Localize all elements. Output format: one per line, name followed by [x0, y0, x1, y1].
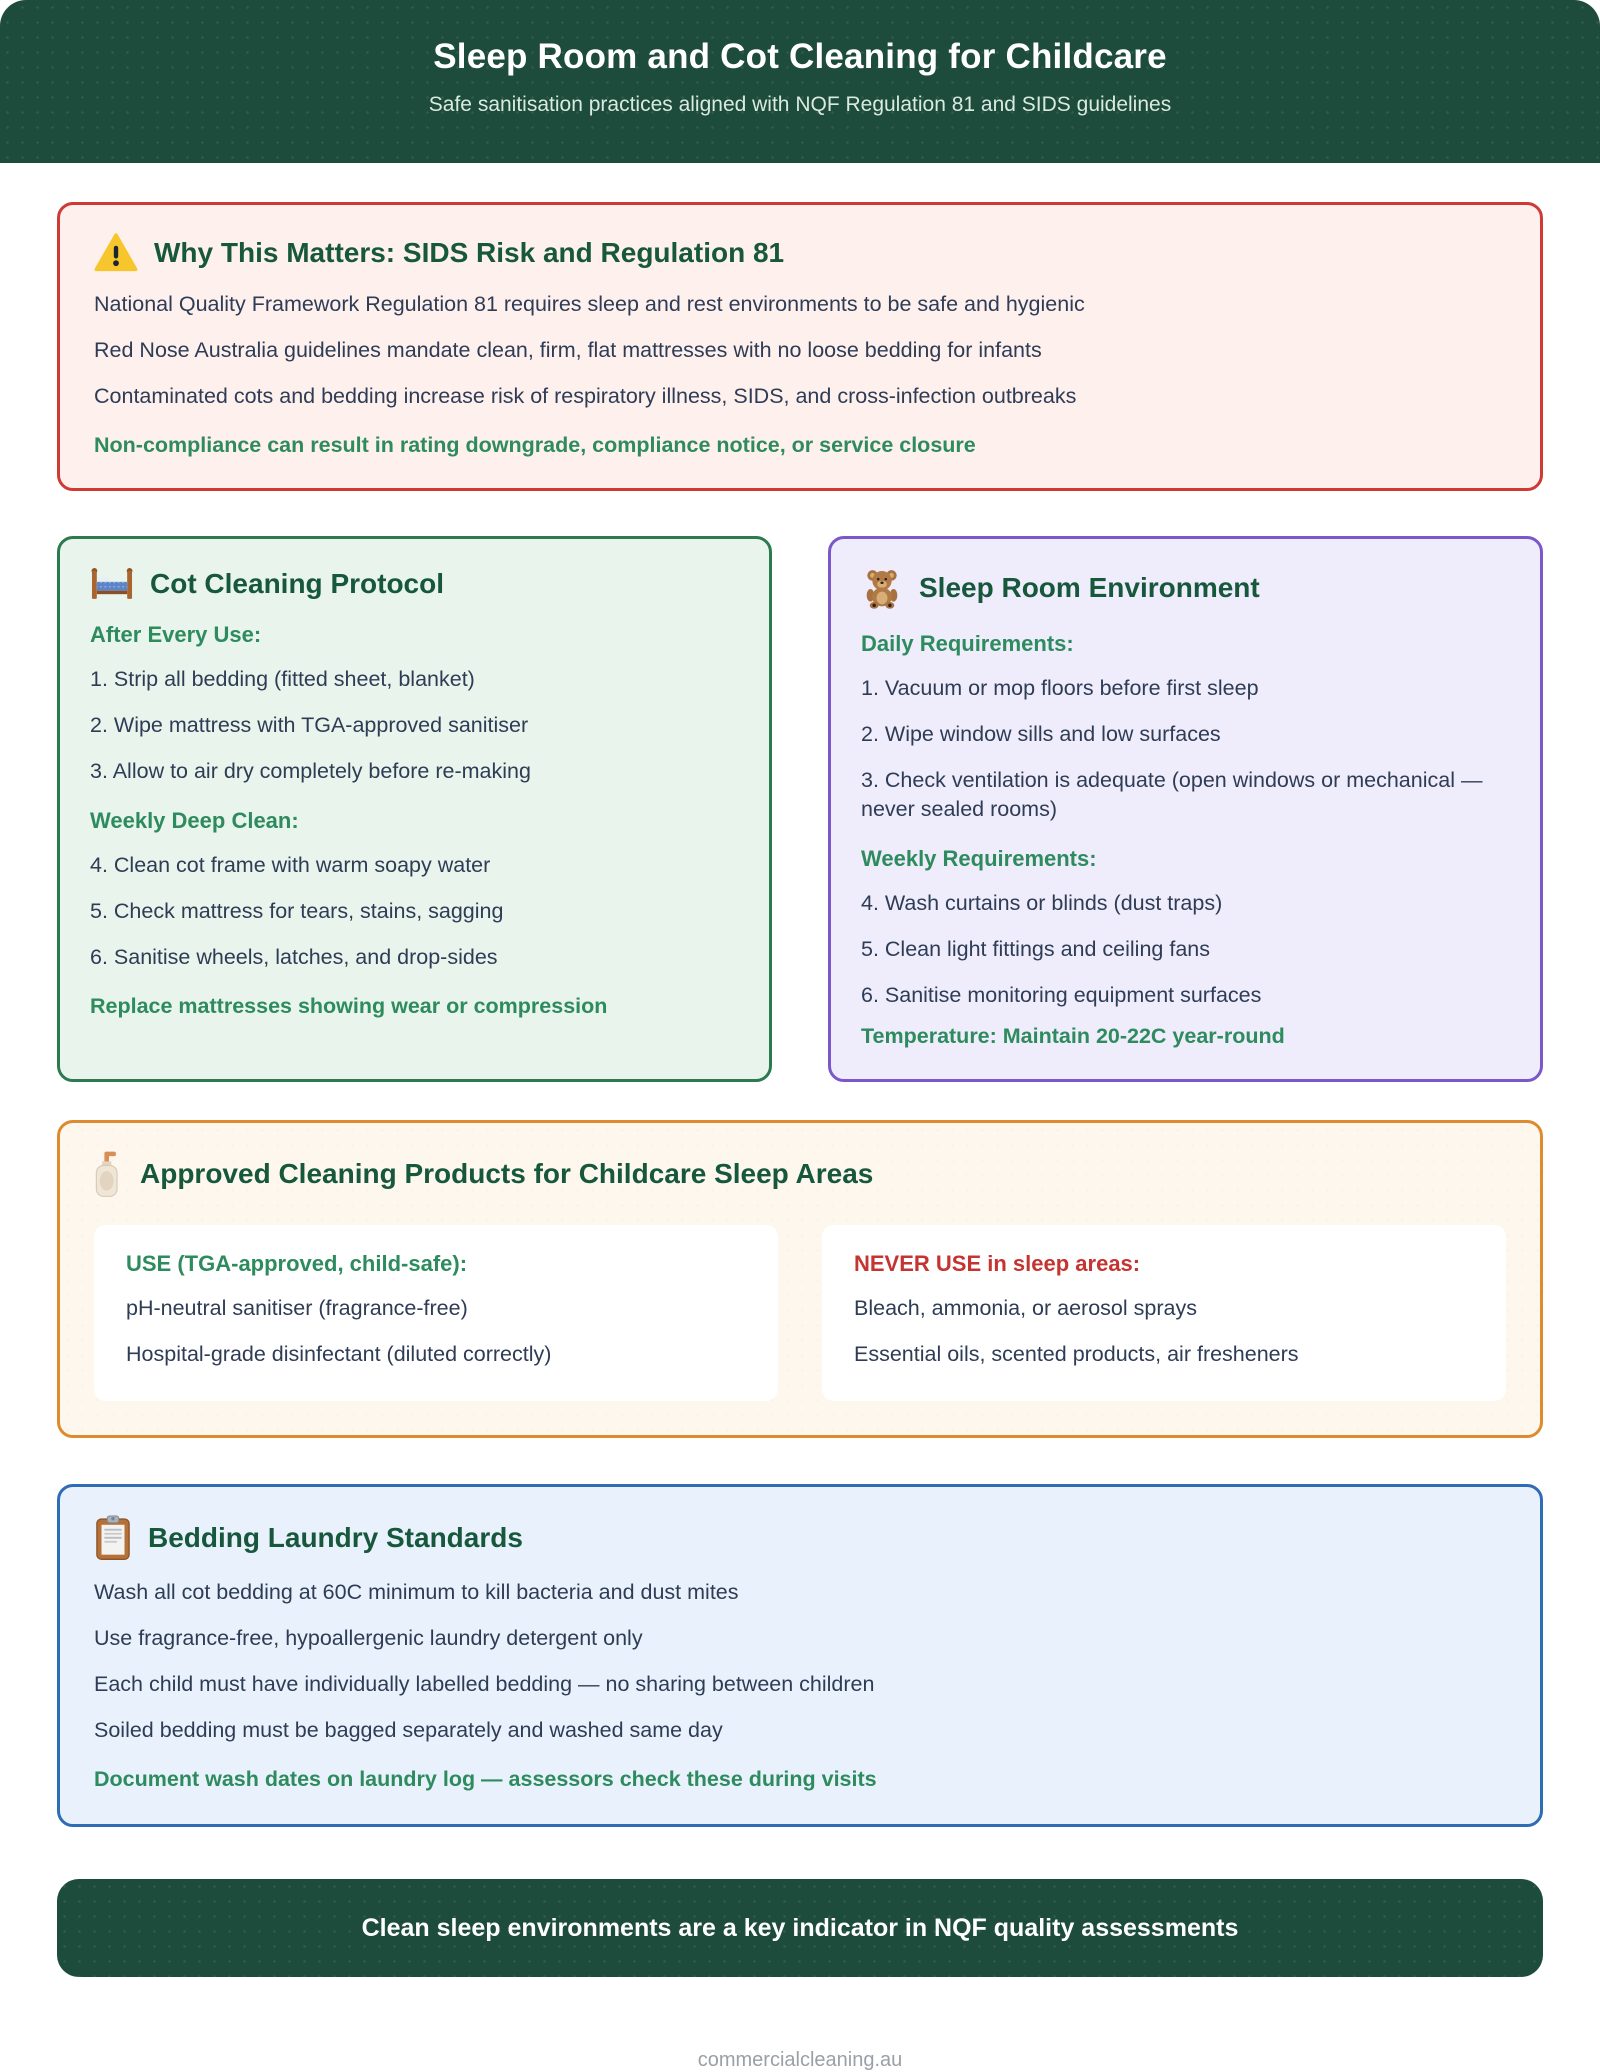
never-use-heading: NEVER USE in sleep areas: — [854, 1251, 1141, 1277]
cot-section-title: Cot Cleaning Protocol — [150, 567, 444, 599]
cot-step: 4. Clean cot frame with warm soapy water — [90, 853, 491, 878]
cot-subhead-after-every-use: After Every Use: — [90, 622, 262, 648]
clipboard-icon — [94, 1515, 132, 1561]
page-title: Sleep Room and Cot Cleaning for Childcare — [433, 37, 1167, 76]
warning-highlight: Non-compliance can result in rating downgrade, compliance notice, or service closure — [94, 433, 976, 458]
use-heading: USE (TGA-approved, child-safe): — [126, 1251, 468, 1277]
sleep-room-title-row — [861, 567, 1510, 609]
content-area — [0, 202, 1600, 1827]
page-subtitle: Safe sanitisation practices aligned with NQF Regulation 81 and SIDS guidelines — [428, 93, 1172, 116]
products-title: Approved Cleaning Products for Childcare Sleep Areas — [140, 1158, 874, 1190]
site-footer: commercialcleaning.au — [697, 2049, 903, 2072]
sleep-step: 5. Clean light fittings and ceiling fans — [861, 937, 1210, 962]
cot-bed-icon — [90, 567, 134, 600]
warning-line: National Quality Framework Regulation 81 requires sleep and rest environments to be safe and hygienic — [94, 292, 1085, 316]
lotion-bottle-icon — [94, 1151, 124, 1197]
products-title-row — [94, 1151, 1506, 1197]
laundry-highlight: Document wash dates on laundry log — assessors check these during visits — [94, 1767, 877, 1792]
why-this-matters-section — [57, 202, 1543, 491]
cot-step: 6. Sanitise wheels, latches, and drop-sides — [90, 945, 498, 970]
sleep-step: 2. Wipe window sills and low surfaces — [861, 722, 1221, 747]
sleep-step: 6. Sanitise monitoring equipment surfaces — [861, 983, 1262, 1008]
products-cards-row — [94, 1225, 1506, 1401]
laundry-line: Soiled bedding must be bagged separately and washed same day — [94, 1718, 723, 1743]
cot-step: 2. Wipe mattress with TGA-approved sanitiser — [90, 713, 529, 738]
never-use-item: Bleach, ammonia, or aerosol sprays — [854, 1296, 1197, 1321]
never-use-item: Essential oils, scented products, air fresheners — [854, 1342, 1299, 1367]
cot-section-title-row — [90, 567, 739, 600]
laundry-line: Each child must have individually labelled bedding — no sharing between children — [94, 1672, 875, 1697]
warning-icon — [94, 233, 138, 273]
key-message-text: Clean sleep environments are a key indicator in NQF quality assessments — [361, 1913, 1239, 1942]
cot-cleaning-protocol-section — [57, 536, 772, 1082]
laundry-title-row — [94, 1515, 1506, 1561]
sleep-step: 1. Vacuum or mop floors before first sleep — [861, 676, 1259, 701]
laundry-line: Use fragrance-free, hypoallergenic laundry detergent only — [94, 1626, 643, 1651]
sleep-subhead-weekly: Weekly Requirements: — [861, 846, 1097, 872]
sleep-step: 4. Wash curtains or blinds (dust traps) — [861, 891, 1223, 916]
laundry-line: Wash all cot bedding at 60C minimum to kill bacteria and dust mites — [94, 1580, 739, 1605]
teddy-bear-icon — [861, 567, 903, 609]
use-products-card — [94, 1225, 778, 1401]
never-use-products-card — [822, 1225, 1506, 1401]
use-item: pH-neutral sanitiser (fragrance-free) — [126, 1296, 468, 1321]
key-message-banner — [57, 1879, 1543, 1977]
sleep-room-environment-section — [828, 536, 1543, 1082]
two-column-row — [57, 536, 1543, 1082]
use-item: Hospital-grade disinfectant (diluted correctly) — [126, 1342, 552, 1367]
approved-products-section — [57, 1120, 1543, 1438]
cot-step: 1. Strip all bedding (fitted sheet, blanket) — [90, 667, 475, 692]
warning-line: Red Nose Australia guidelines mandate clean, firm, flat mattresses with no loose bedding for infants — [94, 338, 1042, 363]
cot-step: 3. Allow to air dry completely before re-making — [90, 759, 531, 784]
header-banner — [0, 0, 1600, 163]
sleep-step: 3. Check ventilation is adequate (open windows or mechanical — never sealed rooms) — [861, 768, 1483, 822]
warning-line: Contaminated cots and bedding increase risk of respiratory illness, SIDS, and cross-infection outbreaks — [94, 384, 1077, 409]
warning-section-title: Why This Matters: SIDS Risk and Regulation 81 — [154, 237, 785, 268]
bedding-laundry-section — [57, 1484, 1543, 1827]
sleep-subhead-daily: Daily Requirements: — [861, 631, 1074, 657]
laundry-title: Bedding Laundry Standards — [148, 1522, 523, 1554]
warning-section-title-row — [94, 233, 1506, 273]
cot-subhead-weekly-deep-clean: Weekly Deep Clean: — [90, 808, 299, 834]
sleep-room-title: Sleep Room Environment — [919, 572, 1260, 604]
cot-step: 5. Check mattress for tears, stains, sagging — [90, 899, 504, 924]
temperature-highlight: Temperature: Maintain 20-22C year-round — [861, 1024, 1285, 1049]
cot-highlight: Replace mattresses showing wear or compression — [90, 994, 608, 1019]
